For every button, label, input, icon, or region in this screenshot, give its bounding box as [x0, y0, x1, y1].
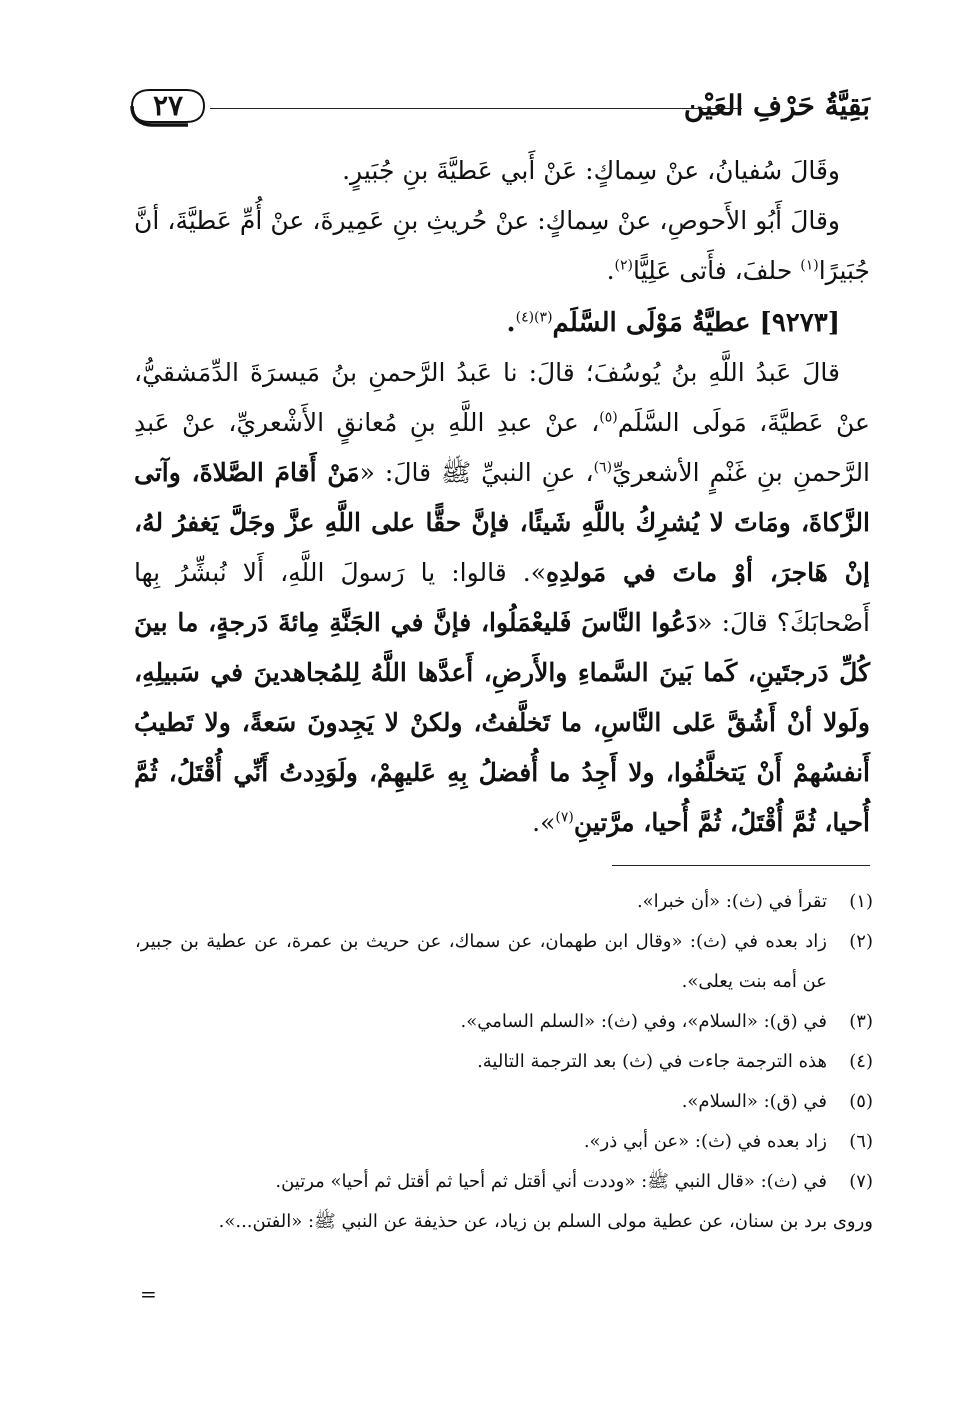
paragraph-1: وقَالَ سُفيانُ، عنْ سِماكٍ: عَنْ أَبي عَطيَّةَ بنِ جُبَيرٍ. — [342, 156, 840, 185]
paragraph-2-text-a: وقالَ أَبُو الأَحوصِ، عنْ سِماكٍ: عنْ حُريثِ بنِ عَمِيرةَ، عنْ أُمِّ عَطيَّةَ، أنَّ جُبَيرًا — [134, 206, 870, 285]
footnote-7 — [135, 1162, 873, 1202]
continuation-mark: = — [140, 1282, 157, 1306]
header-rule — [210, 108, 742, 109]
footnote-number: (٢) — [849, 931, 873, 952]
hadith-text-1: مَنْ أَقامَ الصَّلاةَ، وآتى الزَّكاةَ، ومَاتَ لا يُشرِكُ باللَّهِ شَيئًا، فإنَّ حقًّا على اللَّهِ عزَّ وجَلَّ يَغفرُ لهُ، إنْ هَاجرَ، أوْ ماتَ في مَولدِهِ — [134, 458, 870, 587]
page-number: ٢٧ — [152, 89, 184, 122]
entry-heading-text: [٩٢٧٣] عطيَّةُ مَوْلَى السَّلَم — [552, 308, 840, 338]
paragraph-3-text-c: ، عنِ النبيِّ ﷺ قالَ: « — [359, 458, 594, 487]
paragraph-3-text-a: قالَ عَبدُ اللَّهِ بنُ يُوسُفَ؛ قالَ: نا عَبدُ الرَّحمنِ بنُ مَيسرَةَ الدِّمَشقيُّ، عنْ عَطيَّةَ، مَولَى السَّلَم — [134, 358, 870, 437]
footnote-ref-3-4[interactable]: (٣)(٤) — [515, 309, 553, 326]
paragraph-2-text-c: . — [606, 256, 615, 285]
footnote-ref-2[interactable]: (٢) — [614, 257, 633, 274]
footnote-text: في (ث): «قال النبي ﷺ: «وددت أني أقتل ثم أحيا ثم أقتل ثم أحيا» مرتين. — [275, 1171, 827, 1192]
paragraph-3 — [134, 348, 870, 848]
footnote-number: (٤) — [849, 1051, 873, 1072]
footnote-number: (٣) — [849, 1011, 873, 1032]
footnote-3 — [135, 1002, 873, 1042]
footnote-ref-7[interactable]: (٧) — [555, 809, 574, 826]
footnote-text: في (ق): «السلام»، وفي (ث): «السلم السامي». — [460, 1011, 827, 1032]
footnote-text: زاد بعده في (ث): «عن أبي ذر». — [583, 1131, 827, 1152]
footnote-text: هذه الترجمة جاءت في (ث) بعد الترجمة التالية. — [477, 1051, 827, 1072]
footnote-1 — [135, 882, 873, 922]
entry-heading-end: . — [506, 308, 516, 338]
hadith-text-2: دَعُوا النَّاسَ فَليعْمَلُوا، فإنَّ في الجَنَّةِ مِائةَ دَرجةٍ، ما بينَ كُلِّ دَرجتَينِ، كَما بَينَ السَّماءِ والأَرضِ، أَعدَّها اللَّهُ لِلمُجاهدينَ في سَبيلِهِ، ولَولا أنْ أَشُقَّ عَلى النَّاسِ، ما تَخلَّفتُ، ولكنْ لا يَجِدونَ سَعةً، ولا تَطيبُ أَنفسُهمْ أَنْ يَتخلَّفُوا، ولا أَجِدُ ما أُفضلُ بِهِ عَليهِمْ، ولَوَدِدتُ أَنِّي أُقْتَلُ، ثُمَّ أُحيا، ثُمَّ أُقْتَلُ، ثُمَّ أُحيا، مرَّتينِ — [134, 608, 870, 837]
running-header — [128, 82, 870, 138]
paragraph-3-text-d: ». قالوا: يا رَسولَ اللَّهِ، أَلا نُبشِّرُ بِها أَصْحابَكَ؟ قالَ: « — [134, 558, 870, 637]
footnote-5 — [135, 1082, 873, 1122]
running-title: بَقِيَّةُ حَرْفِ العَيْن — [683, 89, 870, 122]
footnote-separator — [612, 865, 870, 866]
footnote-text: تقرأ في (ث): «أن خبرا». — [636, 891, 827, 912]
footnote-number: (١) — [849, 891, 873, 912]
footnote-number: (٦) — [849, 1131, 873, 1152]
paragraph-3-text-e: ». — [532, 808, 556, 837]
footnote-ref-1[interactable]: (١) — [800, 257, 819, 274]
paragraph-2 — [134, 196, 870, 296]
paragraph-3-text-b: ، عنْ عبدِ اللَّهِ بنِ مُعانقٍ الأَشْعريِّ، عنْ عَبدِ الرَّحمنِ بنِ غَنْمٍ الأشعريِّ — [134, 408, 871, 487]
footnote-text: زاد بعده في (ث): «وقال ابن طهمان، عن سماك، عن حريث بن عمرة، عن عطية بن جبير، عن أمه بنت يعلى». — [135, 931, 827, 992]
footnote-ref-5[interactable]: (٥) — [599, 409, 618, 426]
footnote-number: (٥) — [849, 1091, 873, 1112]
entry-heading — [134, 298, 870, 348]
footnote-text: في (ق): «السلام». — [681, 1091, 827, 1112]
paragraph-2-text-b: حلفَ، فأَتى عَلِيًّا — [632, 256, 801, 285]
footnote-7-continuation: وروى برد بن سنان، عن عطية مولى السلم بن زياد، عن حذيفة عن النبي ﷺ: «الفتن...». — [218, 1211, 873, 1232]
footnotes — [135, 882, 873, 1242]
footnote-2 — [135, 922, 873, 1002]
footnote-4 — [135, 1042, 873, 1082]
footnote-number: (٧) — [849, 1171, 873, 1192]
footnote-ref-6[interactable]: (٦) — [593, 459, 613, 476]
page-number-badge — [128, 84, 208, 128]
main-text — [134, 146, 870, 848]
footnote-6 — [135, 1122, 873, 1162]
